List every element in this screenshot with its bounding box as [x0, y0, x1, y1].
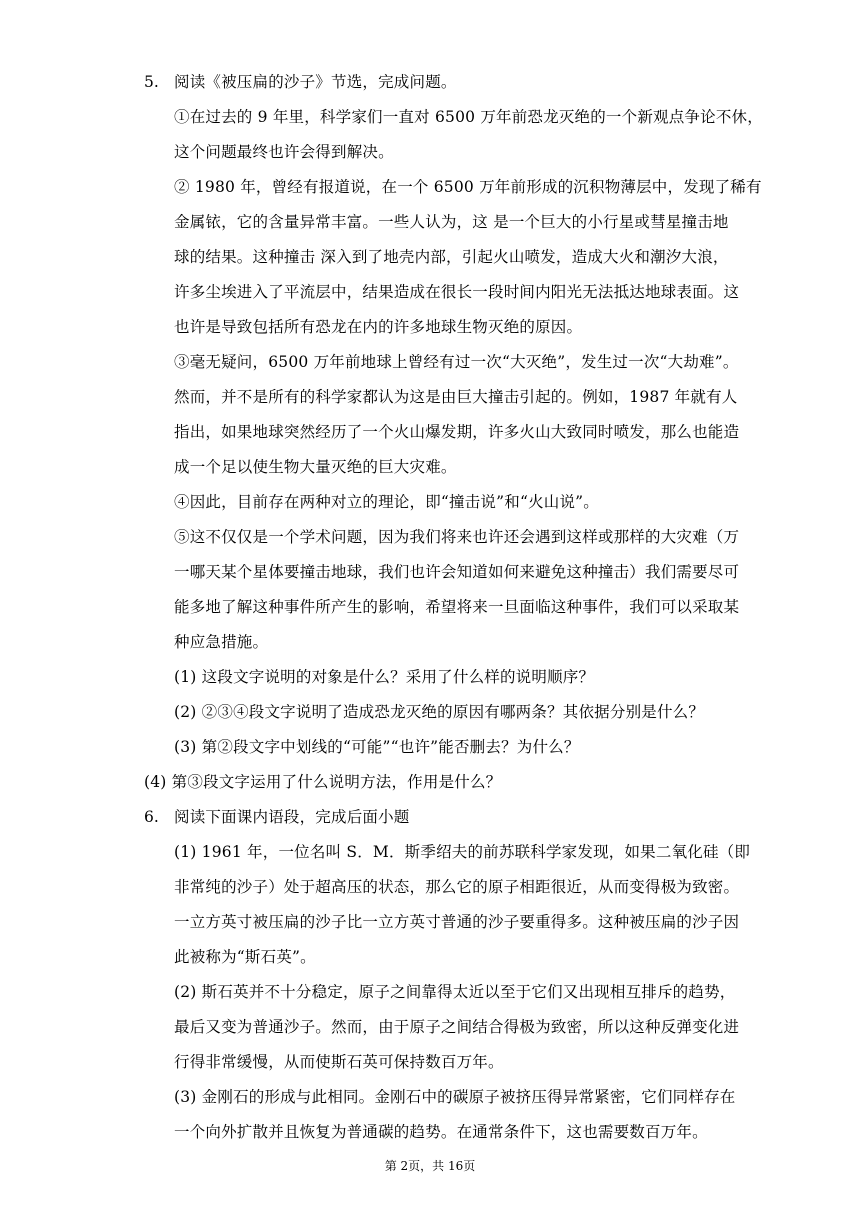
q5-paragraph-5-line: 种应急措施。 — [174, 633, 269, 651]
q6-paragraph-2-line: 最后又变为普通沙子。然而，由于原子之间结合得极为致密，所以这种反弹变化进 — [174, 1018, 740, 1036]
q6-paragraph-3-line: (3) 金刚石的形成与此相同。金刚石中的碳原子被挤压得异常紧密，它们同样存在 — [174, 1088, 736, 1106]
page-footer: 第 2页，共 16页 — [384, 1159, 476, 1173]
q5-subquestion-4: (4) 第③段文字运用了什么说明方法，作用是什么？ — [144, 773, 502, 791]
q5-paragraph-3-line: 成一个足以使生物大量灭绝的巨大灾难。 — [174, 458, 457, 476]
q6-paragraph-1-line: 一立方英寸被压扁的沙子比一立方英寸普通的沙子要重得多。这种被压扁的沙子因 — [174, 913, 740, 931]
q5-paragraph-2-line: 金属铱，它的含量异常丰富。一些人认为，这 是一个巨大的小行星或彗星撞击地 — [174, 213, 729, 231]
q6-paragraph-2-line: 行得非常缓慢，从而使斯石英可保持数百万年。 — [174, 1053, 504, 1071]
question-5-title: 阅读《被压扁的沙子》节选，完成问题。 — [174, 73, 457, 91]
q5-paragraph-2-line: 许多尘埃进入了平流层中，结果造成在很长一段时间内阳光无法抵达地球表面。这 — [174, 283, 740, 301]
q5-paragraph-3-line: ③毫无疑问，6500 万年前地球上曾经有过一次“大灭绝”，发生过一次“大劫难”。 — [174, 353, 739, 371]
q6-paragraph-1-line: (1) 1961 年，一位名叫 S．M．斯季绍夫的前苏联科学家发现，如果二氧化硅（即 — [174, 843, 751, 861]
q5-paragraph-4-line: ④因此，目前存在两种对立的理论，即“撞击说”和“火山说”。 — [174, 493, 599, 511]
q6-paragraph-2-line: (2) 斯石英并不十分稳定，原子之间靠得太近以至于它们又出现相互排斥的趋势， — [174, 983, 736, 1001]
q6-paragraph-1-line: 此被称为“斯石英”。 — [174, 948, 316, 966]
question-6-title: 阅读下面课内语段，完成后面小题 — [174, 808, 410, 826]
q5-subquestion-1: (1) 这段文字说明的对象是什么？采用了什么样的说明顺序？ — [174, 668, 595, 686]
q6-paragraph-1-line: 非常纯的沙子）处于超高压的状态，那么它的原子相距很近，从而变得极为致密。 — [174, 878, 740, 896]
q5-paragraph-3-line: 然而，并不是所有的科学家都认为这是由巨大撞击引起的。例如，1987 年就有人 — [174, 388, 738, 406]
q5-paragraph-2-line: 球的结果。这种撞击 深入到了地壳内部，引起火山喷发，造成大火和潮汐大浪， — [174, 248, 729, 266]
q5-paragraph-5-line: 一哪天某个星体要撞击地球，我们也许会知道如何来避免这种撞击）我们需要尽可 — [174, 563, 740, 581]
q5-paragraph-1-line: 这个问题最终也许会得到解决。 — [174, 143, 394, 161]
q5-paragraph-3-line: 指出，如果地球突然经历了一个火山爆发期，许多火山大致同时喷发，那么也能造 — [174, 423, 740, 441]
q5-subquestion-3: (3) 第②段文字中划线的“可能”“也许”能否删去？为什么？ — [174, 738, 580, 756]
q6-paragraph-3-line: 一个向外扩散并且恢复为普通碳的趋势。在通常条件下，这也需要数百万年。 — [174, 1123, 708, 1141]
q5-paragraph-5-line: ⑤这不仅仅是一个学术问题，因为我们将来也许还会遇到这样或那样的大灾难（万 — [174, 528, 740, 546]
q5-paragraph-1-line: ①在过去的 9 年里，科学家们一直对 6500 万年前恐龙灭绝的一个新观点争论不休， — [174, 108, 763, 126]
question-6-number: 6. — [144, 808, 159, 826]
q5-paragraph-2-line: 也许是导致包括所有恐龙在内的许多地球生物灭绝的原因。 — [174, 318, 583, 336]
q5-subquestion-2: (2) ②③④段文字说明了造成恐龙灭绝的原因有哪两条？其依据分别是什么？ — [174, 703, 705, 721]
q5-paragraph-5-line: 能多地了解这种事件所产生的影响，希望将来一旦面临这种事件，我们可以采取某 — [174, 598, 740, 616]
question-5-number: 5. — [144, 73, 159, 91]
q5-paragraph-2-line: ② 1980 年，曾经有报道说，在一个 6500 万年前形成的沉积物薄层中，发现了稀有 — [174, 178, 762, 196]
